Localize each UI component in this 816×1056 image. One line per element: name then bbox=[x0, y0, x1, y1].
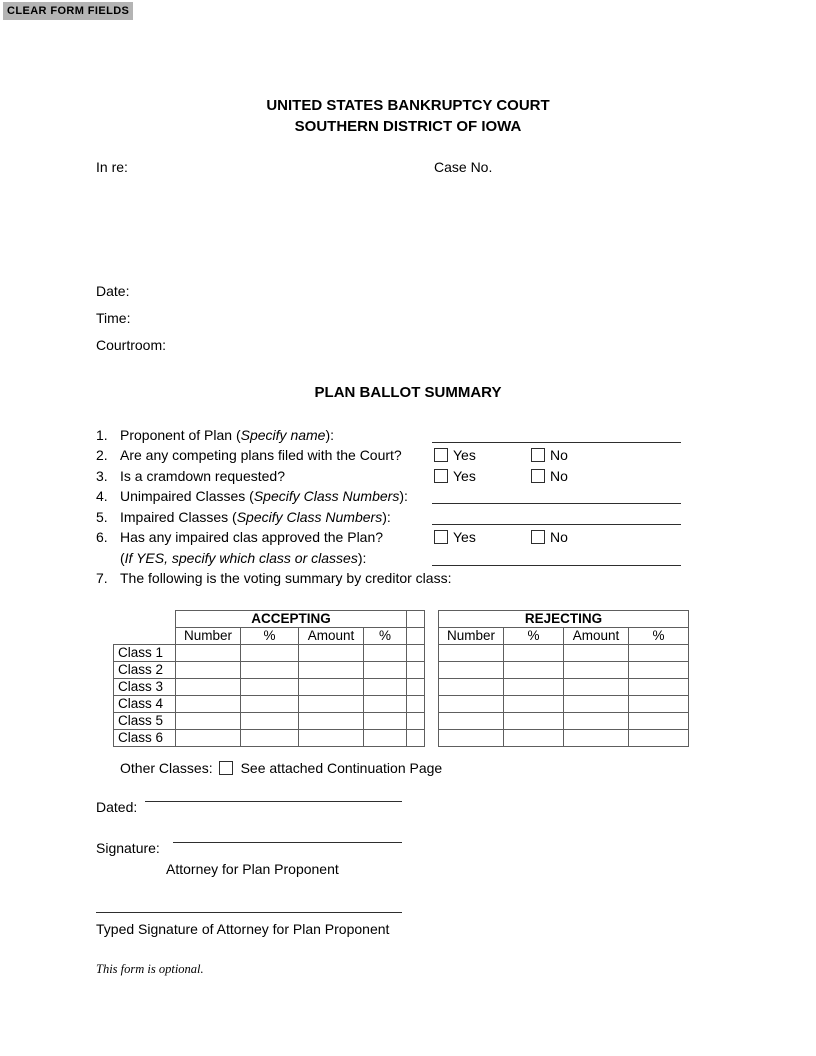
row-label: Class 2 bbox=[114, 662, 176, 679]
question-text: (If YES, specify which class or classes): bbox=[120, 550, 367, 566]
question-text: Unimpaired Classes (Specify Class Numbers): bbox=[120, 488, 408, 504]
impaired-approved-no-checkbox[interactable] bbox=[531, 530, 545, 544]
table-cell-input[interactable] bbox=[364, 645, 407, 662]
table-row bbox=[439, 696, 689, 713]
table-row bbox=[114, 679, 425, 696]
typed-signature-field[interactable] bbox=[96, 896, 402, 913]
yes-label: Yes bbox=[453, 447, 476, 463]
question-number: 3. bbox=[96, 468, 108, 484]
no-label: No bbox=[550, 447, 568, 463]
other-classes-row bbox=[120, 760, 442, 776]
corner-spacer bbox=[114, 628, 176, 645]
row-label: Class 4 bbox=[114, 696, 176, 713]
court-name-title: UNITED STATES BANKRUPTCY COURT bbox=[266, 97, 550, 114]
signature-field[interactable] bbox=[173, 826, 402, 843]
dated-label: Dated: bbox=[96, 799, 138, 815]
accepting-header: ACCEPTING bbox=[176, 611, 407, 628]
table-cell-input[interactable] bbox=[564, 713, 629, 730]
form-optional-note: This form is optional. bbox=[96, 962, 204, 976]
no-label: No bbox=[550, 529, 568, 545]
col-header-percent: % bbox=[241, 628, 299, 645]
col-header-amount: Amount bbox=[564, 628, 629, 645]
table-cell-input[interactable] bbox=[439, 730, 504, 747]
impaired-approved-yes-checkbox[interactable] bbox=[434, 530, 448, 544]
spacer-cell bbox=[407, 696, 425, 713]
competing-plans-yes-checkbox[interactable] bbox=[434, 448, 448, 462]
table-row bbox=[114, 662, 425, 679]
yes-label: Yes bbox=[453, 529, 476, 545]
table-row bbox=[114, 713, 425, 730]
table-cell-input[interactable] bbox=[629, 662, 689, 679]
table-cell-input[interactable] bbox=[504, 730, 564, 747]
signature-label: Signature: bbox=[96, 840, 160, 856]
table-cell-input[interactable] bbox=[176, 662, 241, 679]
table-cell-input[interactable] bbox=[299, 696, 364, 713]
col-header-percent: % bbox=[629, 628, 689, 645]
table-cell-input[interactable] bbox=[504, 662, 564, 679]
spacer-cell bbox=[407, 713, 425, 730]
row-label: Class 6 bbox=[114, 730, 176, 747]
spacer-cell bbox=[407, 730, 425, 747]
row-label: Class 3 bbox=[114, 679, 176, 696]
table-cell-input[interactable] bbox=[564, 730, 629, 747]
table-cell-input[interactable] bbox=[299, 730, 364, 747]
row-label: Class 1 bbox=[114, 645, 176, 662]
table-row bbox=[439, 645, 689, 662]
question-row-3 bbox=[0, 467, 816, 488]
dated-field[interactable] bbox=[145, 785, 402, 802]
table-cell-input[interactable] bbox=[439, 696, 504, 713]
question-row-5 bbox=[0, 508, 816, 529]
table-row bbox=[114, 645, 425, 662]
form-title: PLAN BALLOT SUMMARY bbox=[314, 384, 502, 401]
question-row-6b bbox=[0, 549, 816, 570]
spacer-cell bbox=[407, 679, 425, 696]
attorney-for-plan-proponent-label: Attorney for Plan Proponent bbox=[166, 861, 339, 877]
table-cell-input[interactable] bbox=[364, 679, 407, 696]
question-text: Proponent of Plan (Specify name): bbox=[120, 427, 335, 443]
continuation-page-checkbox[interactable] bbox=[219, 761, 233, 775]
table-cell-input[interactable] bbox=[241, 679, 299, 696]
question-row-1 bbox=[0, 426, 816, 447]
question-text: Has any impaired clas approved the Plan? bbox=[120, 529, 384, 545]
table-row bbox=[114, 730, 425, 747]
spacer-cell bbox=[407, 628, 425, 645]
table-cell-input[interactable] bbox=[176, 713, 241, 730]
table-cell-input[interactable] bbox=[629, 713, 689, 730]
col-header-amount: Amount bbox=[299, 628, 364, 645]
cramdown-no-checkbox[interactable] bbox=[531, 469, 545, 483]
col-header-number: Number bbox=[439, 628, 504, 645]
table-cell-input[interactable] bbox=[364, 713, 407, 730]
proponent-of-plan-field[interactable] bbox=[432, 426, 681, 443]
col-header-percent: % bbox=[504, 628, 564, 645]
table-cell-input[interactable] bbox=[564, 696, 629, 713]
spacer-cell bbox=[407, 611, 425, 628]
yes-label: Yes bbox=[453, 468, 476, 484]
table-cell-input[interactable] bbox=[176, 730, 241, 747]
table-row bbox=[439, 713, 689, 730]
time-label: Time: bbox=[96, 310, 131, 326]
continuation-page-label: See attached Continuation Page bbox=[240, 760, 443, 776]
table-cell-input[interactable] bbox=[629, 645, 689, 662]
question-number: 6. bbox=[96, 529, 108, 545]
table-cell-input[interactable] bbox=[176, 679, 241, 696]
table-cell-input[interactable] bbox=[299, 679, 364, 696]
table-row bbox=[114, 696, 425, 713]
cramdown-yes-checkbox[interactable] bbox=[434, 469, 448, 483]
corner-spacer bbox=[114, 611, 176, 628]
table-cell-input[interactable] bbox=[299, 645, 364, 662]
table-cell-input[interactable] bbox=[241, 730, 299, 747]
table-cell-input[interactable] bbox=[629, 679, 689, 696]
table-row bbox=[439, 662, 689, 679]
table-cell-input[interactable] bbox=[439, 679, 504, 696]
table-row bbox=[439, 730, 689, 747]
question-row-7 bbox=[0, 569, 816, 590]
question-row-4 bbox=[0, 487, 816, 508]
question-text: Impaired Classes (Specify Class Numbers): bbox=[120, 509, 391, 525]
table-cell-input[interactable] bbox=[564, 645, 629, 662]
question-number: 7. bbox=[96, 570, 108, 586]
question-row-6 bbox=[0, 528, 816, 549]
question-text: Is a cramdown requested? bbox=[120, 468, 285, 484]
question-row-2 bbox=[0, 446, 816, 467]
impaired-classes-field[interactable] bbox=[432, 508, 681, 525]
table-cell-input[interactable] bbox=[241, 662, 299, 679]
table-cell-input[interactable] bbox=[299, 713, 364, 730]
table-cell-input[interactable] bbox=[176, 696, 241, 713]
col-header-number: Number bbox=[176, 628, 241, 645]
table-cell-input[interactable] bbox=[629, 696, 689, 713]
table-cell-input[interactable] bbox=[241, 645, 299, 662]
table-cell-input[interactable] bbox=[241, 713, 299, 730]
table-cell-input[interactable] bbox=[299, 662, 364, 679]
table-row bbox=[439, 679, 689, 696]
table-cell-input[interactable] bbox=[564, 679, 629, 696]
spacer-cell bbox=[407, 662, 425, 679]
spacer-cell bbox=[407, 645, 425, 662]
table-cell-input[interactable] bbox=[504, 645, 564, 662]
clear-form-fields-button[interactable]: CLEAR FORM FIELDS bbox=[3, 2, 133, 20]
date-label: Date: bbox=[96, 283, 130, 299]
question-number: 4. bbox=[96, 488, 108, 504]
table-cell-input[interactable] bbox=[439, 713, 504, 730]
other-classes-label: Other Classes: bbox=[120, 760, 213, 776]
competing-plans-no-checkbox[interactable] bbox=[531, 448, 545, 462]
table-cell-input[interactable] bbox=[364, 696, 407, 713]
row-label: Class 5 bbox=[114, 713, 176, 730]
rejecting-table bbox=[438, 610, 689, 747]
table-cell-input[interactable] bbox=[439, 662, 504, 679]
courtroom-label: Courtroom: bbox=[96, 337, 167, 353]
table-cell-input[interactable] bbox=[629, 730, 689, 747]
question-number: 2. bbox=[96, 447, 108, 463]
accepting-table bbox=[113, 610, 425, 747]
question-text: Are any competing plans filed with the Court? bbox=[120, 447, 402, 463]
unimpaired-classes-field[interactable] bbox=[432, 487, 681, 504]
typed-signature-label: Typed Signature of Attorney for Plan Proponent bbox=[96, 921, 390, 937]
question-number: 5. bbox=[96, 509, 108, 525]
table-cell-input[interactable] bbox=[439, 645, 504, 662]
table-cell-input[interactable] bbox=[564, 662, 629, 679]
table-cell-input[interactable] bbox=[364, 730, 407, 747]
table-cell-input[interactable] bbox=[504, 696, 564, 713]
table-cell-input[interactable] bbox=[364, 662, 407, 679]
table-cell-input[interactable] bbox=[241, 696, 299, 713]
case-no-label: Case No. bbox=[434, 159, 493, 175]
which-classes-field[interactable] bbox=[432, 549, 681, 566]
table-cell-input[interactable] bbox=[504, 713, 564, 730]
rejecting-header: REJECTING bbox=[439, 611, 689, 628]
question-number: 1. bbox=[96, 427, 108, 443]
no-label: No bbox=[550, 468, 568, 484]
question-text: The following is the voting summary by creditor class: bbox=[120, 570, 452, 586]
table-cell-input[interactable] bbox=[176, 645, 241, 662]
district-title: SOUTHERN DISTRICT OF IOWA bbox=[294, 118, 522, 135]
table-cell-input[interactable] bbox=[504, 679, 564, 696]
col-header-percent: % bbox=[364, 628, 407, 645]
in-re-label: In re: bbox=[96, 159, 128, 175]
